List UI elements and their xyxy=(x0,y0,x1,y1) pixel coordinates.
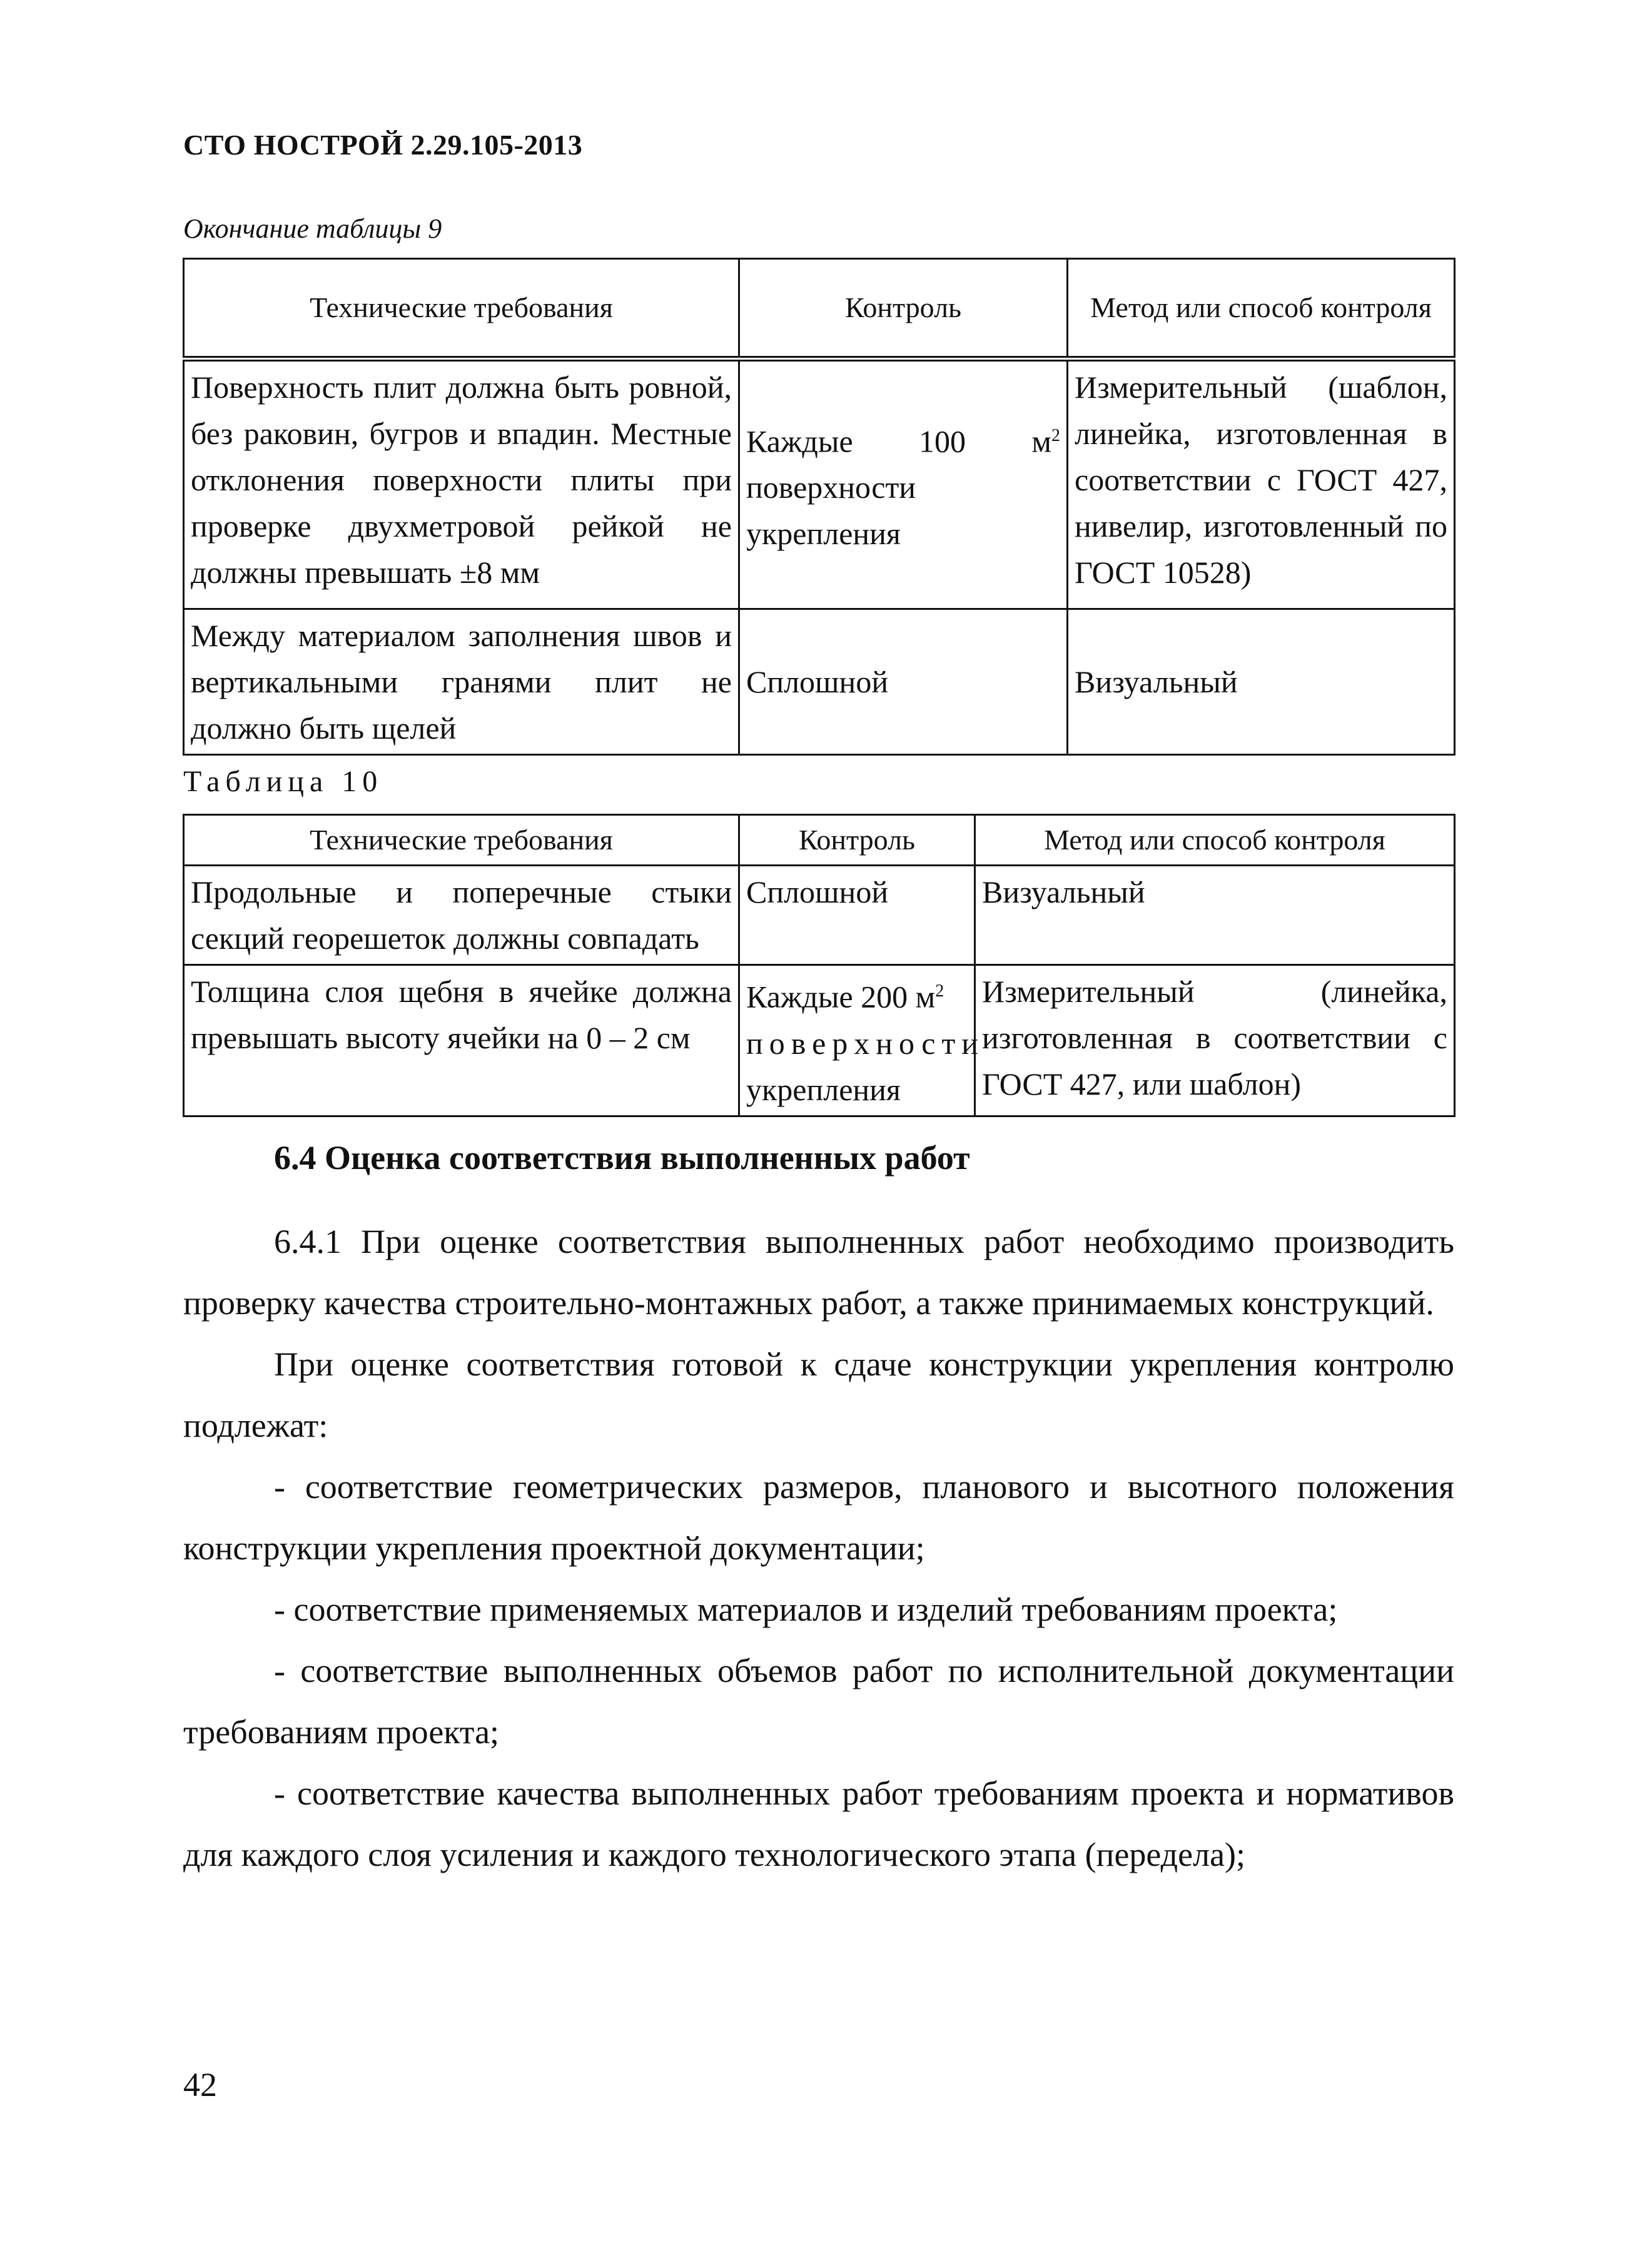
table9-header-row xyxy=(184,259,1455,359)
table9-caption: Окончание таблицы 9 xyxy=(183,213,442,244)
table9-row2-requirement: Между материалом заполнения швов и вертикальными гранями плит не должно быть щелей xyxy=(184,609,739,755)
table-row xyxy=(184,609,1455,755)
table10-row2-requirement: Толщина слоя щебня в ячейке должна превышать высоту ячейки на 0 – 2 см xyxy=(184,965,739,1116)
table9-row1-requirement: Поверхность плит должна быть ровной, без раковин, бугров и впадин. Местные отклонения поверхности плиты при проверке двухметровой рейкой не должны превышать ±8 мм xyxy=(184,359,739,609)
table9-header-method: Метод или способ контроля xyxy=(1068,259,1455,359)
list-item: - соответствие выполненных объемов работ по исполнительной документации требованиям проекта; xyxy=(183,1652,1454,1751)
table9-row1-method: Измерительный (шаблон, линейка, изготовленная в соответствии с ГОСТ 427, нивелир, изготовленный по ГОСТ 10528) xyxy=(1068,359,1455,609)
control-text: поверхности xyxy=(746,1025,985,1061)
paragraph: 6.4.1 При оценке соответствия выполненных работ необходимо производить проверку качества строительно-монтажных работ, а также принимаемых конструкций. xyxy=(183,1223,1454,1322)
table-row xyxy=(184,359,1455,609)
table10-header-control: Контроль xyxy=(739,815,975,866)
table10-row1-control: Сплошной xyxy=(739,866,975,965)
body-text xyxy=(183,1211,1454,1885)
control-text: поверхности укрепления xyxy=(746,470,916,552)
table9-row2-control: Сплошной xyxy=(739,609,1068,755)
superscript: 2 xyxy=(935,981,944,1001)
table-9 xyxy=(183,258,1455,756)
table9-row2-method: Визуальный xyxy=(1068,609,1455,755)
table10-caption: Таблица 10 xyxy=(183,765,383,798)
table9-header-requirements: Технические требования xyxy=(184,259,739,359)
page-number: 42 xyxy=(183,2066,217,2103)
table10-row2-control xyxy=(739,965,985,1116)
table9-header-control: Контроль xyxy=(739,259,1068,359)
table-row xyxy=(184,866,1455,965)
paragraph: При оценке соответствия готовой к сдаче конструкции укрепления контролю подлежат: xyxy=(183,1345,1454,1444)
superscript: 2 xyxy=(1051,425,1060,445)
control-text: Каждые 200 м xyxy=(746,979,936,1015)
list-item: - соответствие применяемых материалов и изделий требованиям проекта; xyxy=(274,1591,1338,1628)
table-10 xyxy=(183,814,1455,1117)
list-item: - соответствие качества выполненных работ требованиям проекта и нормативов для каждого слоя усиления и каждого технологического этапа (передела); xyxy=(183,1774,1454,1873)
table-row xyxy=(184,965,1455,1116)
table10-header-method: Метод или способ контроля xyxy=(975,815,1455,866)
table9-row1-control xyxy=(739,359,1068,609)
table10-header-row xyxy=(184,815,1455,866)
control-text: Каждые 100 м xyxy=(746,423,1051,459)
table10-row1-method: Визуальный xyxy=(975,866,1455,965)
control-text: укрепления xyxy=(746,1071,901,1107)
section-heading: 6.4 Оценка соответствия выполненных работ xyxy=(274,1139,970,1177)
table10-row1-requirement: Продольные и поперечные стыки секций георешеток должны совпадать xyxy=(184,866,739,965)
table10-row2-method: Измерительный (линейка, изготовленная в соответствии с ГОСТ 427, или шаблон) xyxy=(975,965,1455,1116)
list-item: - соответствие геометрических размеров, планового и высотного положения конструкции укрепления проектной документации; xyxy=(183,1468,1454,1567)
table10-header-requirements: Технические требования xyxy=(184,815,739,866)
document-code-header: СТО НОСТРОЙ 2.29.105-2013 xyxy=(183,129,583,161)
